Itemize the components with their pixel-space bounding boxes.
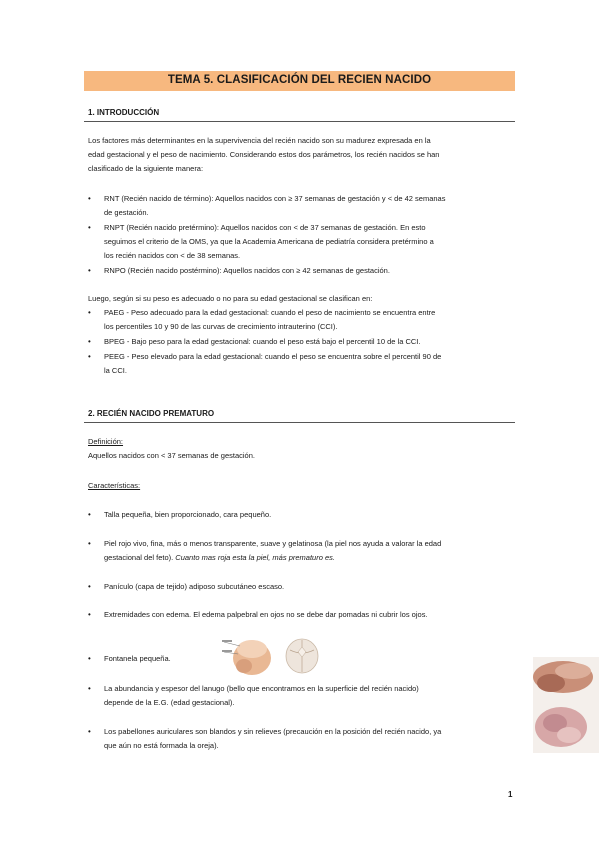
section1-heading: 1. INTRODUCCIÓN [88,108,160,117]
list1-item2-line1: RNPT (Recién nacido pretérmino): Aquellos nacidos con < de 37 semanas de gestación. En esto [104,223,426,232]
list1-item2-line3: los recién nacidos con < de 38 semanas. [104,251,241,260]
char-item1-line1: Talla pequeña, bien proporcionado, cara pequeño. [104,510,272,519]
bullet-icon: • [88,194,91,203]
bullet-icon: • [88,308,91,317]
list2-item2-line1: BPEG - Bajo peso para la edad gestacional: cuando el peso está bajo el percentil 10 de la CCI. [104,337,421,346]
char-item6-line2: depende de la E.G. (edad gestacional). [104,698,235,707]
list2-item3-line1: PEEG - Peso elevado para la edad gestacional: cuando el peso se encuentra sobre el percentil 90 de [104,352,442,361]
bullet-icon: • [88,610,91,619]
bullet-icon: • [88,684,91,693]
baby-head-diagram-icon [222,636,272,682]
char-item7-line1: Los pabellones auriculares son blandos y sin relieves (precaución en la posición del recién nacido, ya [104,727,442,736]
characteristics-label: Características: [88,481,141,490]
char-item6-line1: La abundancia y espesor del lanugo (bello que encontramos en la superficie del recién nacido) [104,684,419,693]
list1-item2-line2: seguimos el criterio de la OMS, ya que la Academia Americana de pediatría considera pretérmino a [104,237,434,246]
list1-item3-line1: RNPO (Recién nacido postérmino): Aquellos nacidos con ≥ 42 semanas de gestación. [104,266,390,275]
char-item2-line2-text: gestacional del feto). [104,553,174,562]
bullet-icon: • [88,539,91,548]
bullet-icon: • [88,337,91,346]
char-item7-line2: que aún no está formada la oreja). [104,741,219,750]
char-item2-line2 [104,551,513,565]
section2-heading: 2. RECIÉN NACIDO PREMATURO [88,409,215,418]
char-item2-italic: Cuanto mas roja esta la piel, más prematuro es. [173,553,335,562]
intro-line-1: Los factores más determinantes en la supervivencia del recién nacido son su madurez expresada en la [88,136,431,145]
definition-label: Definición: [88,437,124,446]
bullet-icon: • [88,582,91,591]
bullet-icon: • [88,510,91,519]
document-title: TEMA 5. CLASIFICACIÓN DEL RECIEN NACIDO [167,74,432,86]
bullet-icon: • [88,266,91,275]
section2-rule [84,422,515,423]
definition-text: Aquellos nacidos con < 37 semanas de gestación. [88,451,255,460]
bullet-icon: • [88,223,91,232]
char-item2-line1: Piel rojo vivo, fina, más o menos transparente, suave y gelatinosa (la piel nos ayuda a valorar la edad [104,539,442,548]
skull-fontanelle-icon [284,638,320,674]
intro-line-2: edad gestacional y el peso de nacimiento. Considerando estos dos parámetros, los recién nacidos se han [88,150,440,159]
premature-baby-photo-icon [533,657,599,753]
bullet-icon: • [88,654,91,663]
list2-lead: Luego, según si su peso es adecuado o no para su edad gestacional se clasifican en: [88,294,373,303]
char-item4-line1: Extremidades con edema. El edema palpebral en ojos no se debe dar pomadas ni cubrir los ojos. [104,610,428,619]
char-item5-line1: Fontanela pequeña. [104,654,171,663]
page-number: 1 [508,790,513,799]
list1-item1-line1: RNT (Recién nacido de término): Aquellos nacidos con ≥ 37 semanas de gestación y < de 42 semanas [104,194,446,203]
section1-rule [84,121,515,122]
list2-item3-line2: la CCI. [104,366,127,375]
bullet-icon: • [88,352,91,361]
char-item3-line1: Panículo (capa de tejido) adiposo subcutáneo escaso. [104,582,285,591]
list1-item1-line2: de gestación. [104,208,149,217]
title-band [84,71,515,91]
list2-item1-line2: los percentiles 10 y 90 de las curvas de crecimiento intrauterino (CCI). [104,322,338,331]
bullet-icon: • [88,727,91,736]
list2-item1-line1: PAEG - Peso adecuado para la edad gestacional: cuando el peso de nacimiento se encuentra entre [104,308,436,317]
intro-line-3: clasificado de la siguiente manera: [88,164,204,173]
